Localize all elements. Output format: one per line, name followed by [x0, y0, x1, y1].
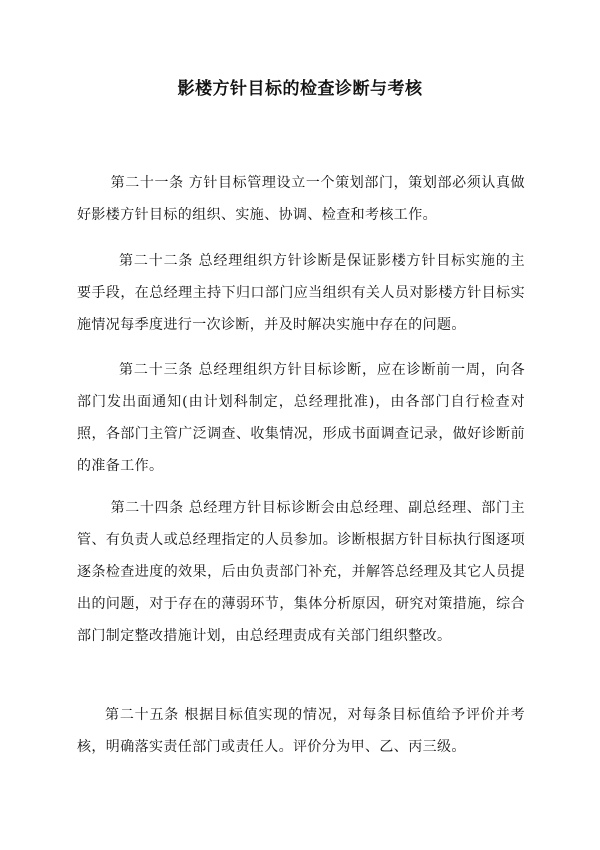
- article-23: 第二十三条 总经理组织方针目标诊断，应在诊断前一周，向各部门发出面通知(由计划科制定，总经理批准)，由各部门自行检查对照，各部门主管广泛调查、收集情况，形成书面调查记录，做好诊断前的准备工作。: [77, 362, 525, 474]
- document-title: 影楼方针目标的检查诊断与考核: [177, 79, 423, 99]
- article-24: 第二十四条 总经理方针目标诊断会由总经理、副总经理、部门主管、有负责人或总经理指定的人员参加。诊断根据方针目标执行图逐项逐条检查进度的效果，后由负责部门补充，并解答总经理及其它人员提出的问题，对于存在的薄弱环节，集体分析原因，研究对策措施，综合部门制定整改措施计划，由总经理责成有关部门组织整改。: [77, 500, 525, 644]
- article-25: 第二十五条 根据目标值实现的情况，对每条目标值给予评价并考核，明确落实责任部门或责任人。评价分为甲、乙、丙三级。: [77, 707, 525, 755]
- article-22: 第二十二条 总经理组织方针诊断是保证影楼方针目标实施的主要手段，在总经理主持下归口部门应当组织有关人员对影楼方针目标实施情况每季度进行一次诊断，并及时解决实施中存在的问题。: [77, 253, 525, 333]
- article-21: 第二十一条 方针目标管理设立一个策划部门，策划部必须认真做好影楼方针目标的组织、实施、协调、检查和考核工作。: [77, 175, 525, 223]
